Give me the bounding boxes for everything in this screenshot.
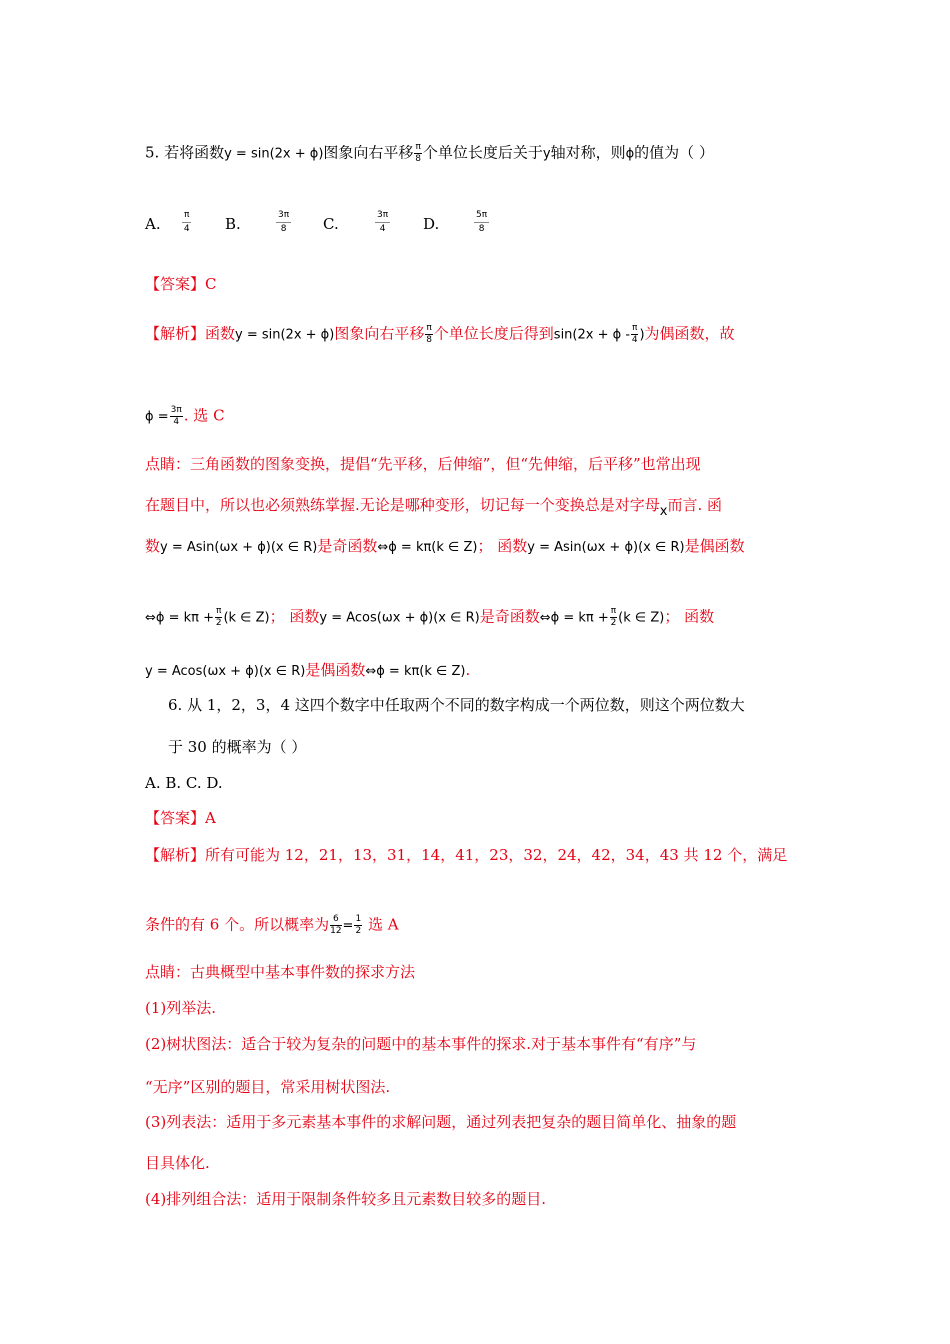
option-d-value: $\frac{5\pi}{8}$ <box>476 210 488 234</box>
question-6-analysis-line-1: 【解析】所有可能为 12，21，13，31，14，41，23，32，24，42，34，43 共 12 个，满足 <box>145 846 788 864</box>
option-d-label: D. <box>423 215 440 233</box>
option-c-label: C. <box>323 215 339 233</box>
question-6-note-line-2: (1)列举法. <box>145 999 217 1017</box>
question-6-note-line-5: (3)列表法：适用于多元素基本事件的求解问题，通过列表把复杂的题目简单化、抽象的题 <box>145 1113 737 1131</box>
question-5-note-line-5: y = Acos(ωx + ϕ)(x ∈ R)是偶函数⇔ϕ = kπ(k ∈ Z). <box>145 661 471 679</box>
stem-text: 图象向右平移 <box>323 143 414 162</box>
question-6-note-line-6: 目具体化. <box>145 1154 210 1172</box>
question-6-analysis-line-2: 条件的有 6 个。所以概率为 $\frac{6}{12}$ = $\frac{1}{2}$ 选 A <box>145 914 399 936</box>
question-5-note-line-1: 点睛：三角函数的图象变换，提倡“先平移，后伸缩”，但“先伸缩，后平移”也常出现 <box>145 455 701 473</box>
option-b-label: B. <box>225 215 241 233</box>
formula: y <box>542 146 551 162</box>
question-5-note-line-4: ⇔ϕ = kπ + $\frac{\pi}{2}$ (k ∈ Z)； 函数y = Acos(ωx + ϕ)(x ∈ R)是奇函数⇔ϕ = kπ + $\frac{\pi}{2}$ (k ∈ Z)； 函数 <box>145 606 715 628</box>
option-c-value: $\frac{3\pi}{4}$ <box>377 210 389 234</box>
formula: ϕ <box>625 146 635 162</box>
question-6-stem-line-1: 6. 从 1，2，3，4 这四个数字中任取两个不同的数字构成一个两位数，则这个两位数大 <box>168 696 745 714</box>
question-5-result: ϕ = $\frac{3\pi}{4}$ . 选 C <box>145 405 225 427</box>
question-6-note-line-7: (4)排列组合法：适用于限制条件较多且元素数目较多的题目. <box>145 1190 547 1208</box>
question-5-note-line-3: 数y = Asin(ωx + ϕ)(x ∈ R)是奇函数⇔ϕ = kπ(k ∈ Z)； 函数y = Asin(ωx + ϕ)(x ∈ R)是偶函数 <box>145 537 745 555</box>
fraction: $\frac{\pi}{2}$ <box>215 606 222 628</box>
stem-text: 的值为（ ） <box>634 143 714 162</box>
question-6-answer: 【答案】A <box>145 809 216 827</box>
fraction: $\frac{3\pi}{4}$ <box>170 405 182 427</box>
question-5-stem <box>145 142 714 165</box>
fraction: $\frac{\pi}{8}$ <box>426 323 432 345</box>
option-b-value: $\frac{3\pi}{8}$ <box>278 210 290 234</box>
question-5-answer: 【答案】C <box>145 275 217 293</box>
option-a-label: A. <box>145 215 161 233</box>
question-6-note-line-3: (2)树状图法：适合于较为复杂的问题中的基本事件的探求.对于基本事件有“有序”与 <box>145 1035 697 1053</box>
formula: y = sin(2x + ϕ) <box>224 146 324 162</box>
fraction: $\frac{1}{2}$ <box>355 914 362 936</box>
fraction: $\frac{6}{12}$ <box>330 914 342 936</box>
fraction: $\frac{\pi}{8}$ <box>415 142 422 164</box>
question-5-analysis: 【解析】函数y = sin(2x + ϕ)图象向右平移 $\frac{\pi}{8}$ 个单位长度后得到sin(2x + ϕ - $\frac{\pi}{4}$ )为偶函数，故 <box>145 323 735 345</box>
fraction: $\frac{\pi}{2}$ <box>610 606 617 628</box>
question-6-stem-line-2: 于 30 的概率为（ ） <box>168 738 307 756</box>
question-6-note-line-1: 点睛：古典概型中基本事件数的探求方法 <box>145 963 416 981</box>
stem-text: 个单位长度后关于 <box>422 143 543 162</box>
stem-text: 轴对称，则 <box>550 143 626 162</box>
question-6-note-line-4: “无序”区别的题目，常采用树状图法. <box>145 1078 391 1096</box>
stem-text: 5. 若将函数 <box>145 143 225 162</box>
question-5-note-line-2: 在题目中，所以也必须熟练掌握.无论是哪种变形，切记每一个变换总是对字母x而言. 函 <box>145 496 723 519</box>
question-6-options: A. B. C. D. <box>145 774 223 792</box>
option-a-value: $\frac{\pi}{4}$ <box>183 210 190 234</box>
fraction: $\frac{\pi}{4}$ <box>631 323 638 345</box>
